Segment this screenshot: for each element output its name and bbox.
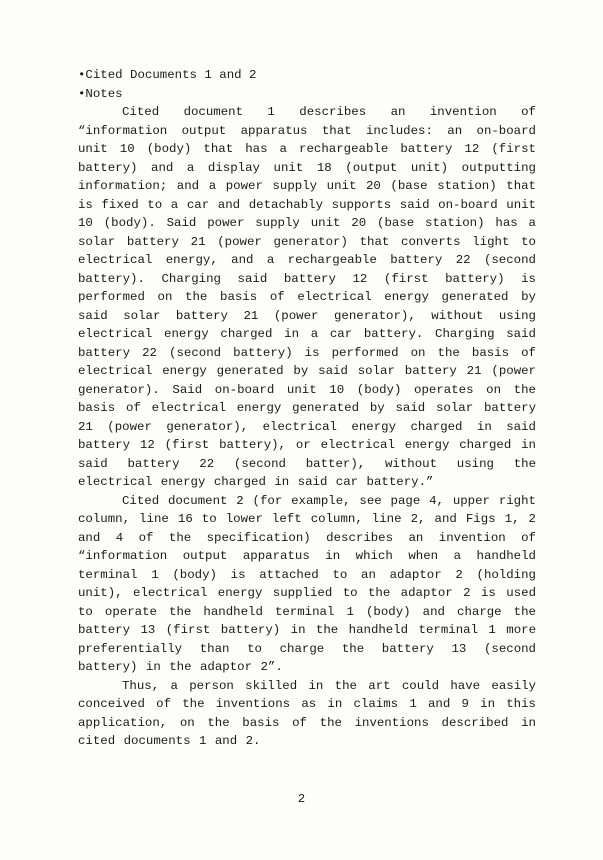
- paragraph-cited-document-1: Cited document 1 describes an invention of “information output apparatus that includes: an on-board unit 10 (body) that has a rechargeable battery 12 (first battery) and a display unit 18 (output unit) outputting information; and a power supply unit 20 (base station) that is fixed to a car and detachably supports said on-board unit 10 (body). Said power supply unit 20 (base station) has a solar battery 21 (power generator) that converts light to electrical energy, and a rechargeable battery 22 (second battery). Charging said battery 12 (first battery) is performed on the basis of electrical energy generated by said solar battery 21 (power generator), without using electrical energy charged in a car battery. Charging said battery 22 (second battery) is performed on the basis of electrical energy generated by said solar battery 21 (power generator). Said on-board unit 10 (body) operates on the basis of electrical energy generated by said solar battery 21 (power generator), electrical energy charged in said battery 12 (first battery), or electrical energy charged in said battery 22 (second batter), without using the electrical energy charged in said car battery.”: [78, 105, 536, 489]
- page-number: 2: [297, 792, 306, 806]
- paragraph-cited-document-2: Cited document 2 (for example, see page 4, upper right column, line 16 to lower left column, line 2, and Figs 1, 2 and 4 of the specification) describes an invention of “information output apparatus in which when a handheld terminal 1 (body) is attached to an adaptor 2 (holding unit), electrical energy supplied to the adaptor 2 is used to operate the handheld terminal 1 (body) and charge the battery 13 (first battery) in the handheld terminal 1 more preferentially than to charge the battery 13 (second battery) in the adaptor 2”.: [78, 493, 536, 674]
- document-body: [78, 66, 536, 751]
- cited-documents-heading: •Cited Documents 1 and 2: [78, 68, 257, 82]
- notes-heading: •Notes: [78, 86, 123, 101]
- paragraph-conclusion: Thus, a person skilled in the art could have easily conceived of the inventions as in claims 1 and 9 in this application, on the basis of the inventions described in cited documents 1 and 2.: [78, 678, 536, 748]
